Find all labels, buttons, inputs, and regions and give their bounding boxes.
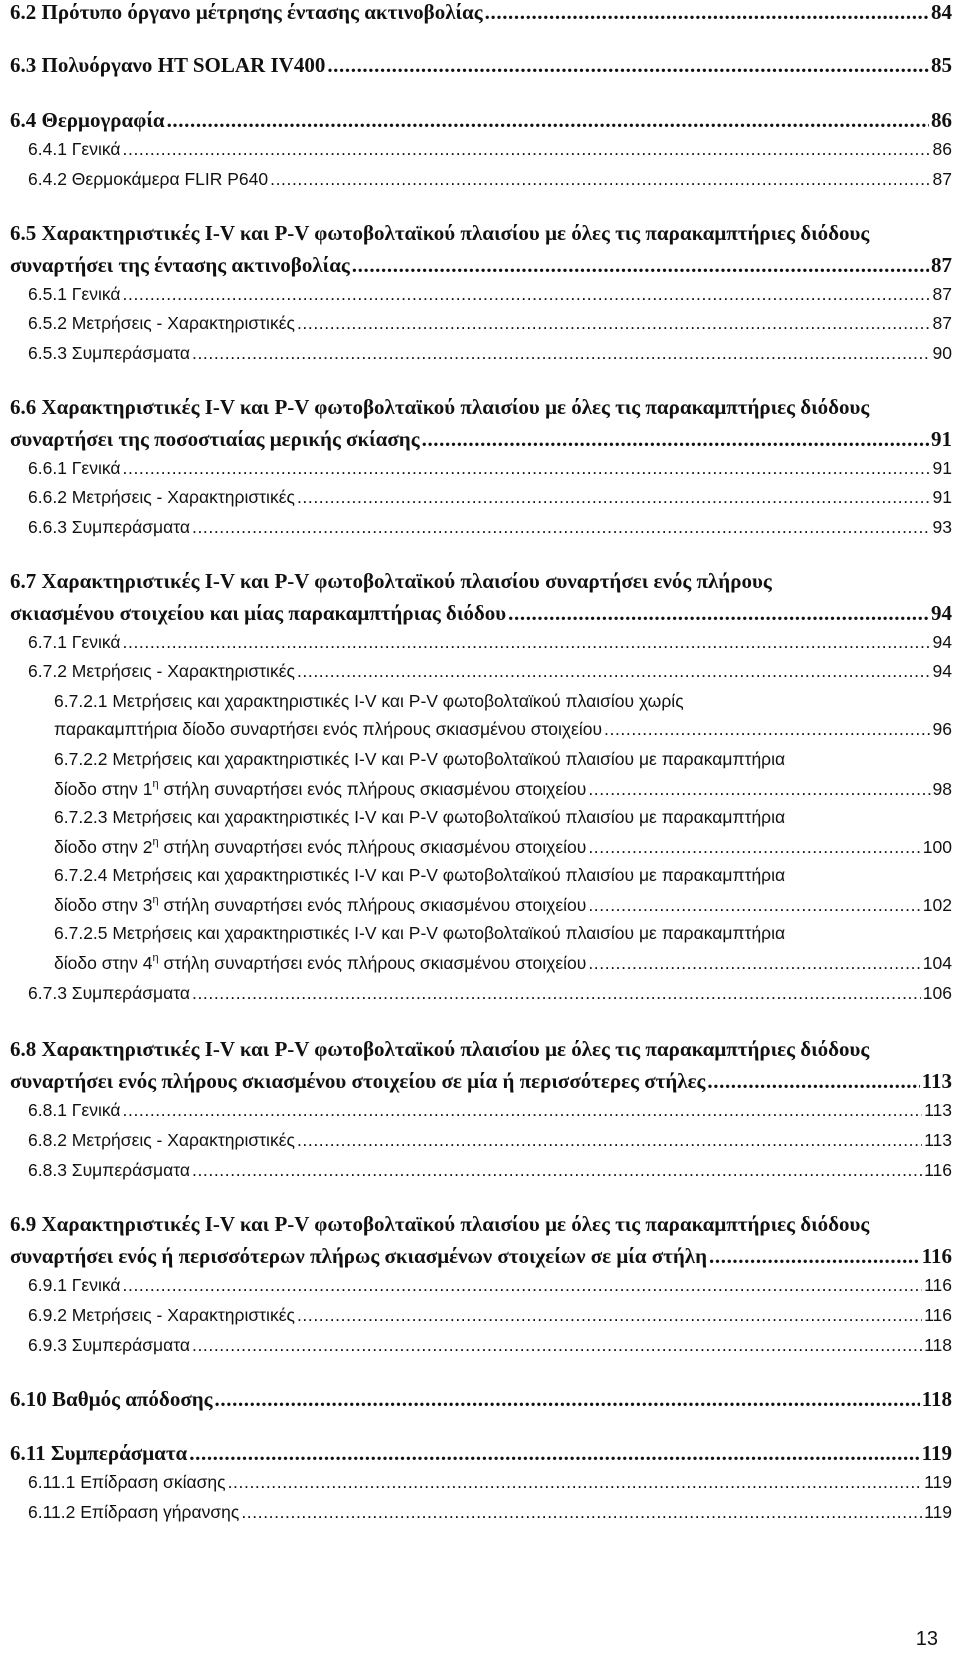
toc-entry-6-8-2[interactable] — [28, 1130, 952, 1151]
dot-leader — [297, 313, 931, 334]
dot-leader — [189, 1441, 919, 1466]
toc-entry-title: 6.11 Συμπεράσματα — [10, 1441, 188, 1465]
toc-entry-6-7-2-3[interactable] — [54, 837, 952, 858]
toc-page-number: 113 — [924, 1130, 952, 1150]
toc-page-number: 94 — [931, 601, 952, 625]
toc-page-number: 119 — [921, 1441, 952, 1465]
toc-entry-6-6-2[interactable] — [28, 487, 952, 508]
toc-entry-title: 6.8.2 Μετρήσεις - Χαρακτηριστικές — [28, 1130, 295, 1150]
toc-entry-title: σκιασμένου στοιχείου και μίας παρακαμπτήριας διόδου — [10, 601, 507, 625]
dot-leader — [297, 1130, 922, 1151]
dot-leader — [167, 108, 929, 133]
toc-entry-title: 6.9.2 Μετρήσεις - Χαρακτηριστικές — [28, 1305, 295, 1325]
toc-page-number: 91 — [931, 427, 952, 451]
dot-leader — [588, 779, 930, 800]
dot-leader — [192, 983, 921, 1004]
toc-entry-title: 6.4.2 Θερμοκάμερα FLIR P640 — [28, 169, 269, 189]
toc-page-number: 104 — [922, 953, 952, 973]
dot-leader — [709, 1244, 920, 1269]
toc-entry-6-9-line1[interactable]: 6.9 Χαρακτηριστικές I-V και P-V φωτοβολταϊκού πλαισίου με όλες τις παρακαμπτήριες διόδους — [10, 1212, 870, 1236]
toc-entry-title: παρακαμπτήρια δίοδο συναρτήσει ενός πλήρους σκιασμένου στοιχείου — [54, 719, 603, 739]
toc-entry-6-6[interactable] — [10, 427, 952, 452]
dot-leader — [297, 487, 931, 508]
toc-text-part: δίοδο στην 2 — [54, 837, 153, 857]
superscript: η — [152, 894, 159, 906]
toc-entry-6-6-1[interactable] — [28, 458, 952, 479]
toc-entry-title: 6.7.1 Γενικά — [28, 632, 121, 652]
toc-entry-6-7-2-2[interactable] — [54, 779, 952, 800]
toc-page-number: 87 — [932, 284, 952, 304]
toc-entry-6-8-3[interactable] — [28, 1160, 952, 1181]
toc-entry-6-7-line1[interactable]: 6.7 Χαρακτηριστικές I-V και P-V φωτοβολταϊκού πλαισίου συναρτήσει ενός πλήρους — [10, 569, 772, 593]
dot-leader — [422, 427, 929, 452]
toc-text-part: στήλη συναρτήσει ενός πλήρους σκιασμένου στοιχείου — [158, 837, 587, 857]
toc-entry-title — [54, 837, 586, 858]
toc-page-number: 94 — [932, 661, 952, 681]
dot-leader — [123, 458, 931, 479]
toc-text-part: στήλη συναρτήσει ενός πλήρους σκιασμένου στοιχείου — [158, 895, 587, 915]
dot-leader — [588, 953, 920, 974]
toc-entry-title: 6.5.1 Γενικά — [28, 284, 121, 304]
toc-entry-6-7-2-4-line1[interactable]: 6.7.2.4 Μετρήσεις και χαρακτηριστικές I-V και P-V φωτοβολταϊκού πλαισίου με παρακαμπτήρια — [54, 865, 786, 885]
toc-entry-6-8[interactable] — [10, 1069, 952, 1094]
toc-entry-6-7-2-5[interactable] — [54, 953, 952, 974]
dot-leader — [123, 1100, 923, 1121]
toc-entry-6-7-2-4[interactable] — [54, 895, 952, 916]
toc-page-number: 86 — [932, 139, 952, 159]
toc-entry-title: 6.6.3 Συμπεράσματα — [28, 517, 190, 537]
toc-entry-title: 6.6.2 Μετρήσεις - Χαρακτηριστικές — [28, 487, 295, 507]
dot-leader — [352, 253, 929, 278]
toc-text-part: στήλη συναρτήσει ενός πλήρους σκιασμένου στοιχείου — [158, 953, 587, 973]
dot-leader — [192, 343, 931, 364]
toc-entry-6-5-2[interactable] — [28, 313, 952, 334]
dot-leader — [123, 1275, 923, 1296]
toc-page-number: 118 — [924, 1335, 952, 1355]
toc-entry-title: 6.3 Πολυόργανο HT SOLAR IV400 — [10, 53, 326, 77]
toc-page-number: 85 — [931, 53, 952, 77]
toc-page-number: 118 — [921, 1387, 952, 1411]
toc-entry-6-7-2-2-line1[interactable]: 6.7.2.2 Μετρήσεις και χαρακτηριστικές I-V και P-V φωτοβολταϊκού πλαισίου με παρακαμπτήρια — [54, 749, 786, 769]
dot-leader — [485, 0, 929, 25]
toc-entry-title — [54, 895, 586, 916]
dot-leader — [707, 1069, 919, 1094]
dot-leader — [215, 1387, 920, 1412]
toc-entry-6-4-1[interactable] — [28, 139, 952, 160]
dot-leader — [123, 139, 931, 160]
toc-entry-title: 6.5.2 Μετρήσεις - Χαρακτηριστικές — [28, 313, 295, 333]
toc-entry-6-3[interactable] — [10, 53, 952, 78]
dot-leader — [270, 169, 930, 190]
toc-page-number: 87 — [932, 313, 952, 333]
toc-page-number: 86 — [931, 108, 952, 132]
toc-entry-6-11-2[interactable] — [28, 1502, 952, 1523]
toc-entry-6-5[interactable] — [10, 253, 952, 278]
dot-leader — [604, 719, 930, 740]
dot-leader — [192, 1160, 922, 1181]
toc-page-number: 116 — [924, 1305, 952, 1325]
toc-page-number: 100 — [922, 837, 952, 857]
toc-entry-title: συναρτήσει ενός πλήρους σκιασμένου στοιχείου σε μία ή περισσότερες στήλες — [10, 1069, 706, 1093]
toc-entry-6-6-line1[interactable]: 6.6 Χαρακτηριστικές I-V και P-V φωτοβολταϊκού πλαισίου με όλες τις παρακαμπτήριες διόδους — [10, 395, 870, 419]
toc-page-number: 87 — [932, 169, 952, 189]
toc-page-number: 106 — [922, 983, 952, 1003]
toc-entry-6-5-1[interactable] — [28, 284, 952, 305]
toc-entry-6-7-2-1[interactable] — [54, 719, 952, 740]
toc-page-number: 91 — [932, 458, 952, 478]
toc-page-number: 94 — [932, 632, 952, 652]
toc-entry-title: 6.11.1 Επίδραση σκίασης — [28, 1472, 226, 1492]
toc-page-number: 113 — [924, 1100, 952, 1120]
dot-leader — [588, 895, 920, 916]
toc-page-number: 113 — [921, 1069, 952, 1093]
toc-entry-6-7-1[interactable] — [28, 632, 952, 653]
superscript: η — [152, 778, 159, 790]
toc-entry-title: 6.7.2 Μετρήσεις - Χαρακτηριστικές — [28, 661, 295, 681]
toc-entry-title: 6.9.1 Γενικά — [28, 1275, 121, 1295]
toc-page-number: 98 — [932, 779, 952, 799]
toc-entry-title — [54, 779, 586, 800]
toc-page-number: 90 — [932, 343, 952, 363]
toc-entry-title: συναρτήσει της ποσοστιαίας μερικής σκίασης — [10, 427, 420, 451]
toc-page-number: 116 — [924, 1275, 952, 1295]
toc-entry-6-9-3[interactable] — [28, 1335, 952, 1356]
toc-text-part: δίοδο στην 4 — [54, 953, 153, 973]
toc-text-part: δίοδο στην 1 — [54, 779, 153, 799]
toc-entry-6-2[interactable] — [10, 0, 952, 25]
toc-entry-6-4-2[interactable] — [28, 169, 952, 190]
toc-entry-6-7-2-5-line1[interactable]: 6.7.2.5 Μετρήσεις και χαρακτηριστικές I-V και P-V φωτοβολταϊκού πλαισίου με παρακαμπτήρια — [54, 923, 786, 943]
toc-entry-6-11[interactable] — [10, 1441, 952, 1466]
toc-entry-6-5-3[interactable] — [28, 343, 952, 364]
toc-page-number: 96 — [932, 719, 952, 739]
toc-page-number: 84 — [931, 0, 952, 24]
superscript: η — [152, 952, 159, 964]
toc-page-number: 116 — [921, 1244, 952, 1268]
dot-leader — [192, 517, 931, 538]
toc-page-number: 116 — [924, 1160, 952, 1180]
superscript: η — [152, 836, 159, 848]
toc-entry-6-7-2[interactable] — [28, 661, 952, 682]
toc-entry-title: 6.10 Βαθμός απόδοσης — [10, 1387, 213, 1411]
toc-page-number: 102 — [922, 895, 952, 915]
dot-leader — [228, 1472, 923, 1493]
toc-entry-6-5-line1[interactable]: 6.5 Χαρακτηριστικές I-V και P-V φωτοβολταϊκού πλαισίου με όλες τις παρακαμπτήριες διόδους — [10, 221, 870, 245]
toc-entry-title: 6.6.1 Γενικά — [28, 458, 121, 478]
toc-entry-6-7-3[interactable] — [28, 983, 952, 1004]
toc-entry-6-7[interactable] — [10, 601, 952, 626]
toc-entry-title: 6.9.3 Συμπεράσματα — [28, 1335, 190, 1355]
toc-text-part: στήλη συναρτήσει ενός πλήρους σκιασμένου στοιχείου — [158, 779, 587, 799]
toc-entry-6-4[interactable] — [10, 108, 952, 133]
toc-page-number: 119 — [924, 1472, 952, 1492]
page-number: 13 — [915, 1628, 938, 1650]
dot-leader — [123, 632, 931, 653]
toc-entry-title: συναρτήσει της έντασης ακτινοβολίας — [10, 253, 350, 277]
toc-page-number: 119 — [924, 1502, 952, 1522]
toc-page-number: 87 — [931, 253, 952, 277]
toc-entry-6-9[interactable] — [10, 1244, 952, 1269]
toc-entry-title: 6.4.1 Γενικά — [28, 139, 121, 159]
dot-leader — [192, 1335, 922, 1356]
toc-entry-title: 6.2 Πρότυπο όργανο μέτρησης έντασης ακτινοβολίας — [10, 0, 483, 24]
dot-leader — [327, 53, 929, 78]
toc-entry-title: συναρτήσει ενός ή περισσότερων πλήρως σκιασμένων στοιχείων σε μία στήλη — [10, 1244, 708, 1268]
toc-entry-title: 6.5.3 Συμπεράσματα — [28, 343, 190, 363]
toc-page-number: 91 — [932, 487, 952, 507]
toc-entry-6-7-2-1-line1[interactable]: 6.7.2.1 Μετρήσεις και χαρακτηριστικές I-V και P-V φωτοβολταϊκού πλαισίου χωρίς — [54, 691, 684, 711]
dot-leader — [241, 1502, 922, 1523]
dot-leader — [123, 284, 931, 305]
toc-page-number: 93 — [932, 517, 952, 537]
dot-leader — [297, 661, 931, 682]
toc-entry-6-6-3[interactable] — [28, 517, 952, 538]
toc-entry-title: 6.8.1 Γενικά — [28, 1100, 121, 1120]
toc-entry-6-9-1[interactable] — [28, 1275, 952, 1296]
toc-entry-title: 6.4 Θερμογραφία — [10, 108, 165, 132]
toc-entry-6-7-2-3-line1[interactable]: 6.7.2.3 Μετρήσεις και χαρακτηριστικές I-V και P-V φωτοβολταϊκού πλαισίου με παρακαμπτήρια — [54, 807, 786, 827]
toc-entry-title — [54, 953, 586, 974]
toc-entry-6-10[interactable] — [10, 1387, 952, 1412]
dot-leader — [588, 837, 920, 858]
toc-entry-6-8-line1[interactable]: 6.8 Χαρακτηριστικές I-V και P-V φωτοβολταϊκού πλαισίου με όλες τις παρακαμπτήριες διόδους — [10, 1037, 870, 1061]
toc-entry-title: 6.8.3 Συμπεράσματα — [28, 1160, 190, 1180]
toc-entry-6-8-1[interactable] — [28, 1100, 952, 1121]
toc-entry-title: 6.11.2 Επίδραση γήρανσης — [28, 1502, 240, 1522]
toc-entry-6-9-2[interactable] — [28, 1305, 952, 1326]
toc-entry-6-11-1[interactable] — [28, 1472, 952, 1493]
toc-text-part: δίοδο στην 3 — [54, 895, 153, 915]
dot-leader — [508, 601, 929, 626]
dot-leader — [297, 1305, 922, 1326]
toc-entry-title: 6.7.3 Συμπεράσματα — [28, 983, 190, 1003]
